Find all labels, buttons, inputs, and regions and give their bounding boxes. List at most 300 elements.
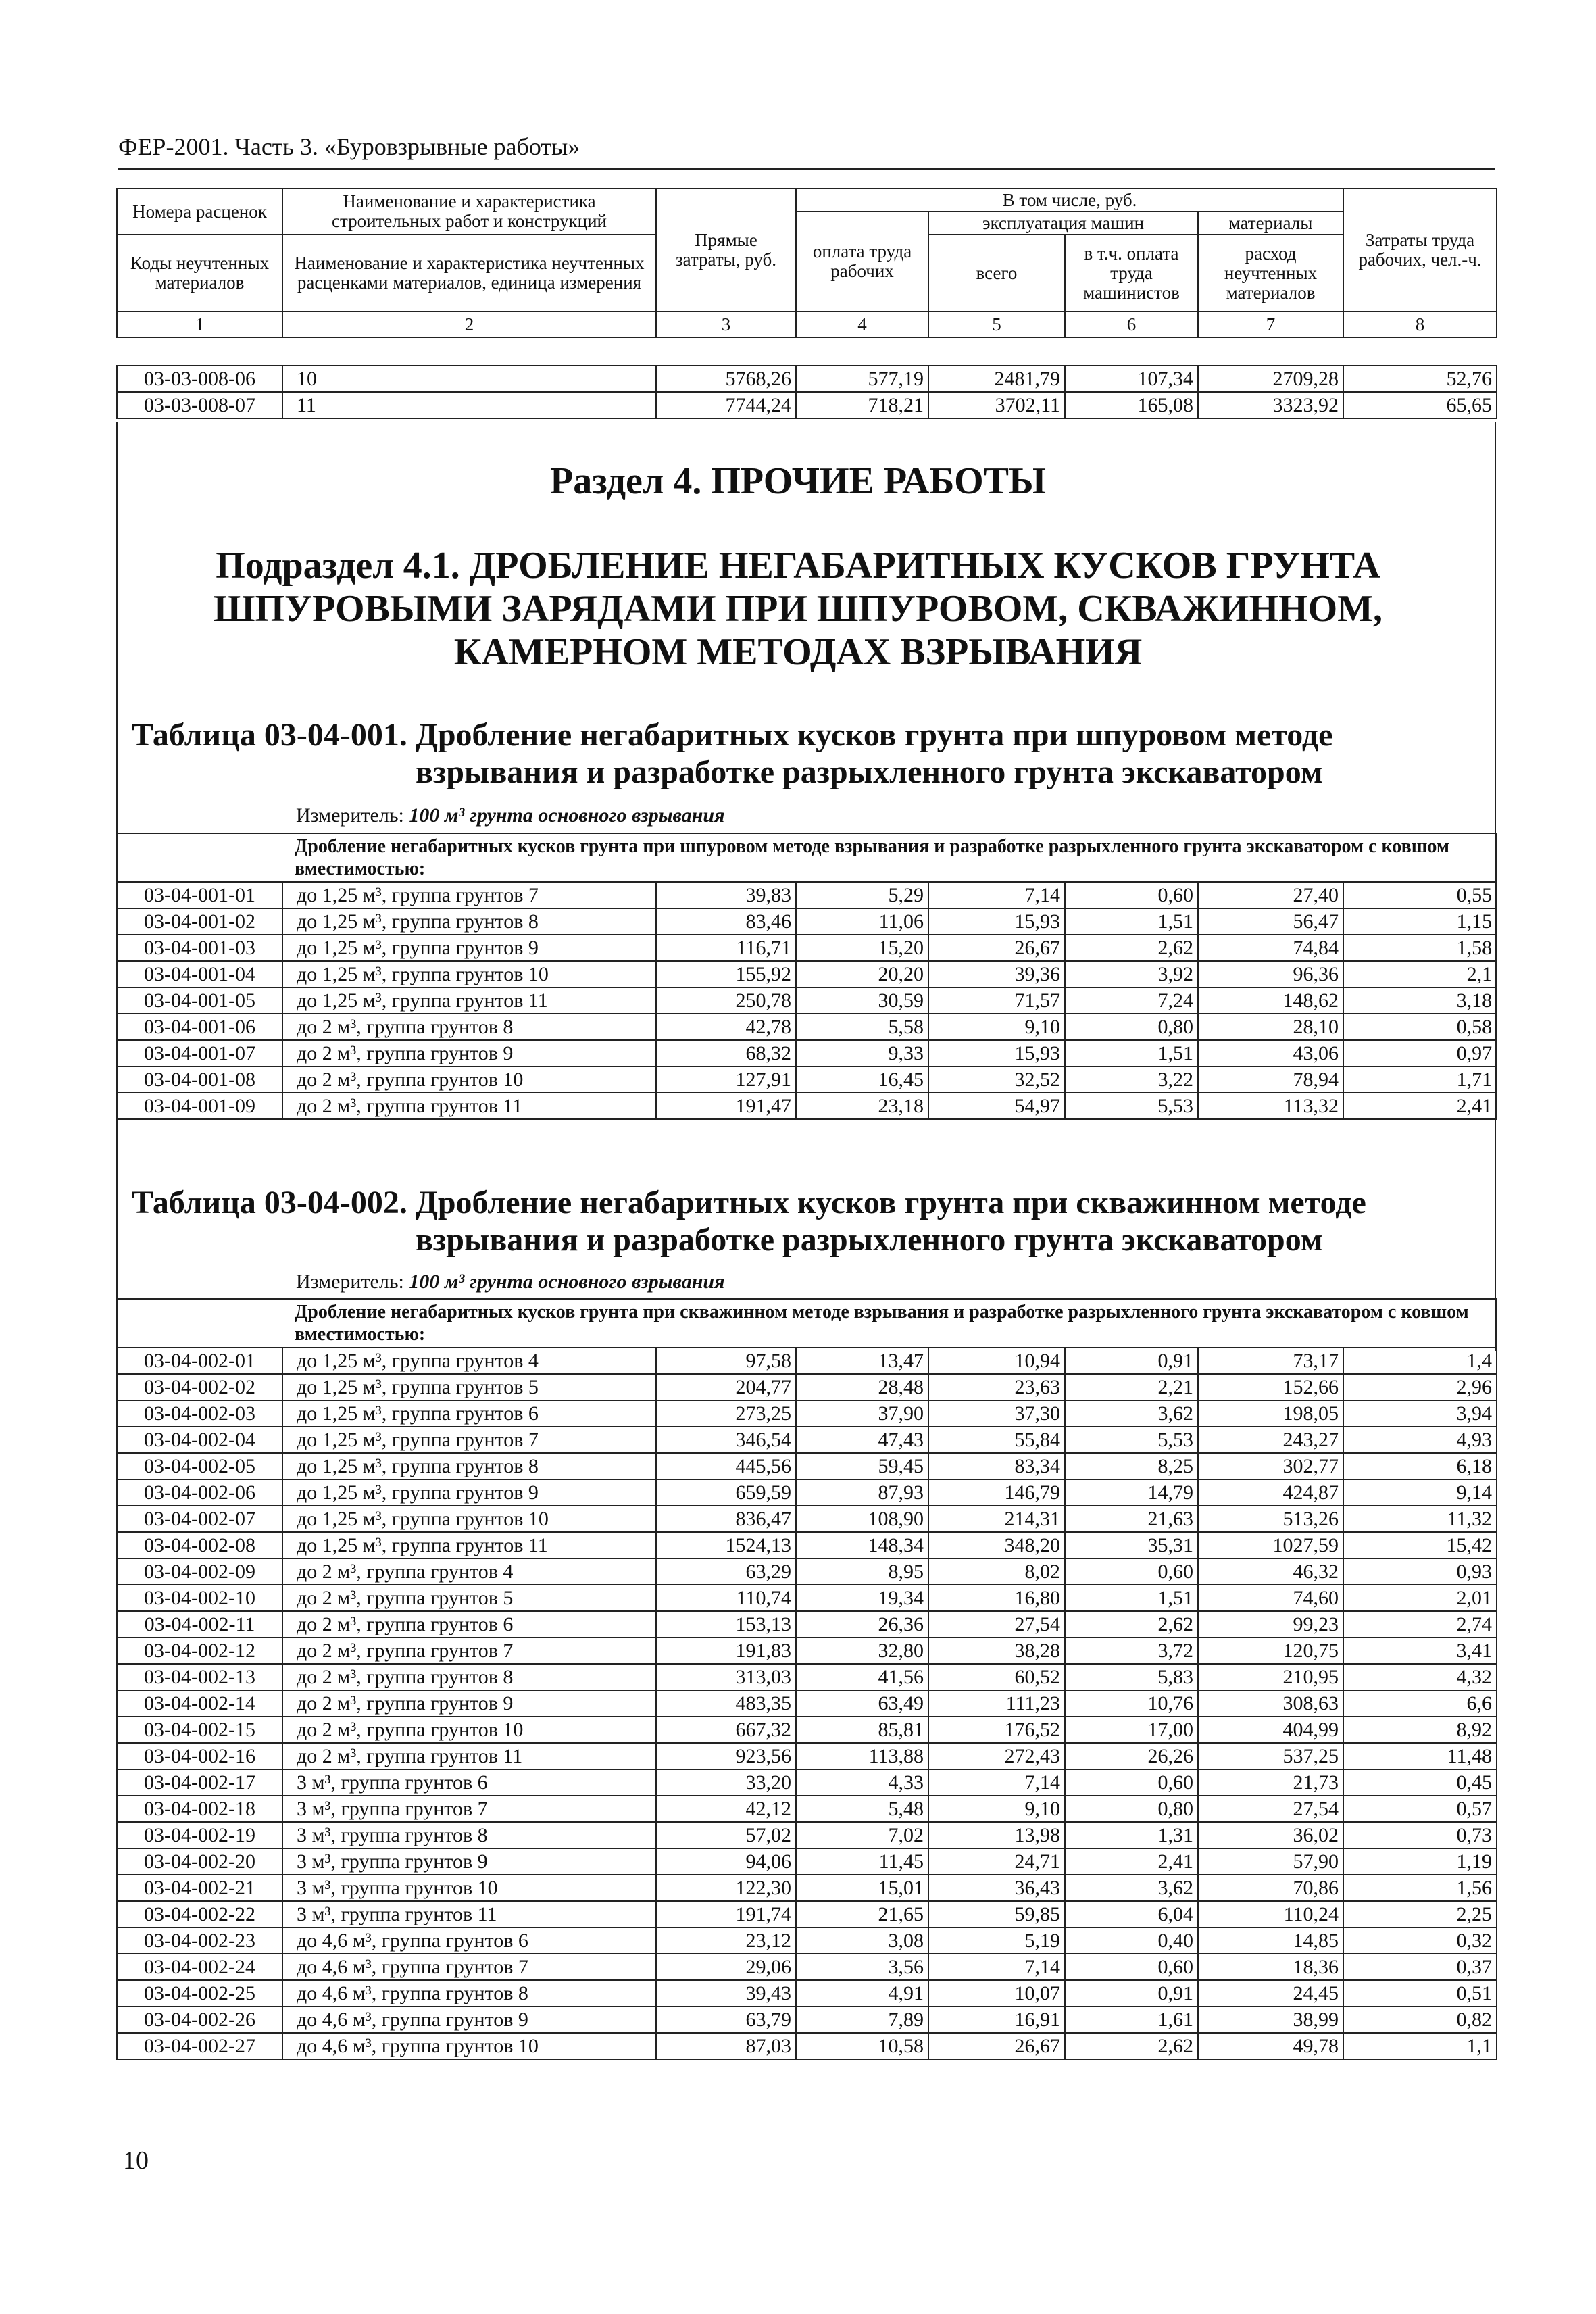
cost-value: 33,20 bbox=[656, 1769, 796, 1796]
cost-value: 26,26 bbox=[1065, 1743, 1198, 1769]
column-number: 5 bbox=[928, 312, 1065, 337]
rate-code: 03-04-001-02 bbox=[117, 908, 282, 935]
top-rows-table bbox=[116, 365, 1497, 419]
table-row bbox=[117, 908, 1497, 935]
rate-code: 03-03-008-07 bbox=[117, 392, 282, 418]
cost-value: 250,78 bbox=[656, 987, 796, 1014]
cost-value: 153,13 bbox=[656, 1611, 796, 1638]
table-row bbox=[117, 1040, 1497, 1066]
table-row bbox=[117, 1374, 1497, 1400]
cost-value: 1524,13 bbox=[656, 1532, 796, 1558]
cost-value: 52,76 bbox=[1343, 366, 1497, 392]
work-name: до 1,25 м³, группа грунтов 8 bbox=[282, 1453, 656, 1479]
cost-value: 148,62 bbox=[1198, 987, 1343, 1014]
table-row bbox=[117, 1664, 1497, 1690]
cost-value: 26,67 bbox=[928, 935, 1065, 961]
table2-unit bbox=[296, 1271, 725, 1294]
rate-code: 03-04-002-19 bbox=[117, 1822, 282, 1848]
page-header: ФЕР-2001. Часть 3. «Буровзрывные работы» bbox=[118, 133, 580, 160]
cost-value: 56,47 bbox=[1198, 908, 1343, 935]
cost-value: 10,07 bbox=[928, 1980, 1065, 2007]
cost-value: 923,56 bbox=[656, 1743, 796, 1769]
work-name: 3 м³, группа грунтов 10 bbox=[282, 1875, 656, 1901]
cost-value: 36,02 bbox=[1198, 1822, 1343, 1848]
cost-value: 0,55 bbox=[1343, 882, 1497, 908]
cost-value: 7,14 bbox=[928, 1769, 1065, 1796]
rate-code: 03-04-002-27 bbox=[117, 2033, 282, 2059]
cost-value: 243,27 bbox=[1198, 1427, 1343, 1453]
cost-value: 60,52 bbox=[928, 1664, 1065, 1690]
table-row bbox=[117, 1400, 1497, 1427]
rate-code: 03-04-002-18 bbox=[117, 1796, 282, 1822]
cost-value: 4,32 bbox=[1343, 1664, 1497, 1690]
cost-value: 87,03 bbox=[656, 2033, 796, 2059]
cost-value: 23,12 bbox=[656, 1927, 796, 1954]
cost-value: 1,71 bbox=[1343, 1066, 1497, 1093]
rate-code: 03-04-002-22 bbox=[117, 1901, 282, 1927]
rate-code: 03-04-002-23 bbox=[117, 1927, 282, 1954]
cost-value: 7,14 bbox=[928, 1954, 1065, 1980]
rate-code: 03-04-002-26 bbox=[117, 2007, 282, 2033]
cost-value: 204,77 bbox=[656, 1374, 796, 1400]
cost-value: 659,59 bbox=[656, 1479, 796, 1506]
table-row bbox=[117, 1769, 1497, 1796]
cost-value: 191,47 bbox=[656, 1093, 796, 1119]
cost-value: 0,97 bbox=[1343, 1040, 1497, 1066]
cost-value: 49,78 bbox=[1198, 2033, 1343, 2059]
cost-value: 17,00 bbox=[1065, 1717, 1198, 1743]
cost-value: 5,48 bbox=[796, 1796, 928, 1822]
table-row bbox=[117, 1901, 1497, 1927]
cost-value: 14,79 bbox=[1065, 1479, 1198, 1506]
work-name: до 1,25 м³, группа грунтов 6 bbox=[282, 1400, 656, 1427]
rate-code: 03-04-001-08 bbox=[117, 1066, 282, 1093]
cost-value: 308,63 bbox=[1198, 1690, 1343, 1717]
cost-value: 42,78 bbox=[656, 1014, 796, 1040]
cost-value: 9,10 bbox=[928, 1014, 1065, 1040]
cost-value: 346,54 bbox=[656, 1427, 796, 1453]
cost-value: 513,26 bbox=[1198, 1506, 1343, 1532]
cost-value: 1,61 bbox=[1065, 2007, 1198, 2033]
rate-code: 03-04-001-04 bbox=[117, 961, 282, 987]
table-row bbox=[117, 1093, 1497, 1119]
work-name: до 4,6 м³, группа грунтов 10 bbox=[282, 2033, 656, 2059]
work-name: до 4,6 м³, группа грунтов 7 bbox=[282, 1954, 656, 1980]
col-direct-header: Прямые затраты, руб. bbox=[656, 189, 796, 312]
rate-code: 03-04-002-06 bbox=[117, 1479, 282, 1506]
work-name: до 1,25 м³, группа грунтов 9 bbox=[282, 935, 656, 961]
work-name: до 2 м³, группа грунтов 9 bbox=[282, 1040, 656, 1066]
cost-value: 96,36 bbox=[1198, 961, 1343, 987]
cost-value: 3,94 bbox=[1343, 1400, 1497, 1427]
cost-value: 210,95 bbox=[1198, 1664, 1343, 1690]
work-name: до 1,25 м³, группа грунтов 7 bbox=[282, 1427, 656, 1453]
cost-value: 63,79 bbox=[656, 2007, 796, 2033]
column-number: 4 bbox=[796, 312, 928, 337]
cost-value: 11,45 bbox=[796, 1848, 928, 1875]
rate-code: 03-04-002-14 bbox=[117, 1690, 282, 1717]
work-name: 3 м³, группа грунтов 6 bbox=[282, 1769, 656, 1796]
cost-value: 1,51 bbox=[1065, 1585, 1198, 1611]
rate-code: 03-04-002-10 bbox=[117, 1585, 282, 1611]
table-header bbox=[116, 188, 1497, 338]
work-name: до 2 м³, группа грунтов 10 bbox=[282, 1717, 656, 1743]
cost-value: 37,90 bbox=[796, 1400, 928, 1427]
cost-value: 55,84 bbox=[928, 1427, 1065, 1453]
table-row bbox=[117, 1014, 1497, 1040]
cost-value: 0,57 bbox=[1343, 1796, 1497, 1822]
table1-title-line1: Таблица 03-04-001. Дробление негабаритных кусков грунта при шпуровом методе bbox=[132, 717, 1333, 753]
cost-value: 11,48 bbox=[1343, 1743, 1497, 1769]
cost-value: 2,41 bbox=[1343, 1093, 1497, 1119]
rate-code: 03-04-001-03 bbox=[117, 935, 282, 961]
col-labor-header: Затраты труда рабочих, чел.-ч. bbox=[1343, 189, 1497, 312]
table-row bbox=[117, 1822, 1497, 1848]
cost-value: 116,71 bbox=[656, 935, 796, 961]
page-number: 10 bbox=[123, 2146, 149, 2175]
rate-code: 03-04-002-09 bbox=[117, 1558, 282, 1585]
column-number: 7 bbox=[1198, 312, 1343, 337]
cost-value: 15,42 bbox=[1343, 1532, 1497, 1558]
cost-value: 155,92 bbox=[656, 961, 796, 987]
table1-subheader: Дробление негабаритных кусков грунта при шпуровом методе взрывания и разработке разрыхленного грунта экскаватором с ковшом вместимостью: bbox=[117, 833, 1497, 882]
rate-code: 03-04-002-13 bbox=[117, 1664, 282, 1690]
cost-value: 15,93 bbox=[928, 1040, 1065, 1066]
col-laborpay-header: оплата труда рабочих bbox=[796, 212, 928, 312]
cost-value: 59,45 bbox=[796, 1453, 928, 1479]
cost-value: 27,54 bbox=[1198, 1796, 1343, 1822]
cost-value: 57,90 bbox=[1198, 1848, 1343, 1875]
cost-value: 3323,92 bbox=[1198, 392, 1343, 418]
cost-value: 111,23 bbox=[928, 1690, 1065, 1717]
cost-value: 7,02 bbox=[796, 1822, 928, 1848]
rate-code: 03-04-001-06 bbox=[117, 1014, 282, 1040]
cost-value: 39,36 bbox=[928, 961, 1065, 987]
cost-value: 1,1 bbox=[1343, 2033, 1497, 2059]
cost-value: 2,74 bbox=[1343, 1611, 1497, 1638]
cost-value: 87,93 bbox=[796, 1479, 928, 1506]
work-name: до 1,25 м³, группа грунтов 11 bbox=[282, 1532, 656, 1558]
cost-value: 176,52 bbox=[928, 1717, 1065, 1743]
work-name: до 1,25 м³, группа грунтов 7 bbox=[282, 882, 656, 908]
cost-value: 0,93 bbox=[1343, 1558, 1497, 1585]
col-drivers-header: в т.ч. оплата труда машинистов bbox=[1065, 235, 1198, 312]
cost-value: 0,32 bbox=[1343, 1927, 1497, 1954]
work-name: 11 bbox=[282, 392, 656, 418]
cost-value: 13,47 bbox=[796, 1348, 928, 1374]
cost-value: 11,32 bbox=[1343, 1506, 1497, 1532]
rate-code: 03-04-002-16 bbox=[117, 1743, 282, 1769]
work-name: до 1,25 м³, группа грунтов 4 bbox=[282, 1348, 656, 1374]
cost-value: 302,77 bbox=[1198, 1453, 1343, 1479]
cost-value: 10,58 bbox=[796, 2033, 928, 2059]
cost-value: 13,98 bbox=[928, 1822, 1065, 1848]
cost-value: 2709,28 bbox=[1198, 366, 1343, 392]
work-name: 3 м³, группа грунтов 11 bbox=[282, 1901, 656, 1927]
cost-value: 10,76 bbox=[1065, 1690, 1198, 1717]
cost-value: 19,34 bbox=[796, 1585, 928, 1611]
header-rule bbox=[118, 168, 1495, 170]
cost-value: 27,40 bbox=[1198, 882, 1343, 908]
cost-value: 32,52 bbox=[928, 1066, 1065, 1093]
work-name: до 1,25 м³, группа грунтов 11 bbox=[282, 987, 656, 1014]
cost-value: 127,91 bbox=[656, 1066, 796, 1093]
cost-value: 97,58 bbox=[656, 1348, 796, 1374]
cost-value: 3,62 bbox=[1065, 1875, 1198, 1901]
rate-code: 03-04-001-05 bbox=[117, 987, 282, 1014]
cost-value: 0,60 bbox=[1065, 1954, 1198, 1980]
rate-code: 03-04-002-08 bbox=[117, 1532, 282, 1558]
cost-value: 8,02 bbox=[928, 1558, 1065, 1585]
table-row bbox=[117, 1954, 1497, 1980]
cost-value: 1,4 bbox=[1343, 1348, 1497, 1374]
cost-value: 5,83 bbox=[1065, 1664, 1198, 1690]
subsection-title-line: ШПУРОВЫМИ ЗАРЯДАМИ ПРИ ШПУРОВОМ, СКВАЖИННОМ, bbox=[213, 588, 1383, 630]
col-name-header: Наименование и характеристика строительных работ и конструкций bbox=[282, 189, 656, 235]
cost-value: 0,37 bbox=[1343, 1954, 1497, 1980]
cost-value: 9,14 bbox=[1343, 1479, 1497, 1506]
cost-value: 7,89 bbox=[796, 2007, 928, 2033]
cost-value: 71,57 bbox=[928, 987, 1065, 1014]
cost-value: 313,03 bbox=[656, 1664, 796, 1690]
col-machines-header: эксплуатация машин bbox=[928, 212, 1198, 235]
table-row bbox=[117, 1927, 1497, 1954]
subsection-title-line: КАМЕРНОМ МЕТОДАХ ВЗРЫВАНИЯ bbox=[453, 631, 1143, 673]
cost-value: 83,46 bbox=[656, 908, 796, 935]
table2-title-line1: Таблица 03-04-002. Дробление негабаритных кусков грунта при скважинном методе bbox=[132, 1185, 1366, 1221]
cost-value: 2,25 bbox=[1343, 1901, 1497, 1927]
cost-value: 165,08 bbox=[1065, 392, 1198, 418]
cost-value: 7744,24 bbox=[656, 392, 796, 418]
cost-value: 0,80 bbox=[1065, 1014, 1198, 1040]
cost-value: 1,51 bbox=[1065, 908, 1198, 935]
cost-value: 78,94 bbox=[1198, 1066, 1343, 1093]
cost-value: 0,40 bbox=[1065, 1927, 1198, 1954]
work-name: до 2 м³, группа грунтов 4 bbox=[282, 1558, 656, 1585]
table2-subheader: Дробление негабаритных кусков грунта при скважинном методе взрывания и разработке разрыхленного грунта экскаватором с ковшом вместимостью: bbox=[117, 1299, 1497, 1348]
column-numbers-row bbox=[117, 312, 1497, 337]
cost-value: 39,43 bbox=[656, 1980, 796, 2007]
cost-value: 2,62 bbox=[1065, 1611, 1198, 1638]
cost-value: 0,60 bbox=[1065, 1769, 1198, 1796]
cost-value: 6,6 bbox=[1343, 1690, 1497, 1717]
table-row bbox=[117, 1638, 1497, 1664]
rate-code: 03-04-001-01 bbox=[117, 882, 282, 908]
cost-value: 29,06 bbox=[656, 1954, 796, 1980]
work-name: до 2 м³, группа грунтов 11 bbox=[282, 1093, 656, 1119]
cost-value: 1,31 bbox=[1065, 1822, 1198, 1848]
cost-value: 38,28 bbox=[928, 1638, 1065, 1664]
cost-value: 0,60 bbox=[1065, 1558, 1198, 1585]
cost-value: 3,18 bbox=[1343, 987, 1497, 1014]
rate-code: 03-04-002-03 bbox=[117, 1400, 282, 1427]
cost-value: 3,08 bbox=[796, 1927, 928, 1954]
cost-value: 4,91 bbox=[796, 1980, 928, 2007]
work-name: до 2 м³, группа грунтов 9 bbox=[282, 1690, 656, 1717]
col-materials-header: материалы bbox=[1198, 212, 1343, 235]
cost-value: 21,65 bbox=[796, 1901, 928, 1927]
cost-value: 3,72 bbox=[1065, 1638, 1198, 1664]
cost-value: 21,73 bbox=[1198, 1769, 1343, 1796]
table-row bbox=[117, 1611, 1497, 1638]
work-name: до 2 м³, группа грунтов 7 bbox=[282, 1638, 656, 1664]
cost-value: 2,62 bbox=[1065, 935, 1198, 961]
rate-code: 03-04-001-09 bbox=[117, 1093, 282, 1119]
cost-value: 191,83 bbox=[656, 1638, 796, 1664]
cost-value: 54,97 bbox=[928, 1093, 1065, 1119]
table1-unit bbox=[296, 804, 725, 827]
work-name: до 2 м³, группа грунтов 5 bbox=[282, 1585, 656, 1611]
rate-code: 03-04-002-11 bbox=[117, 1611, 282, 1638]
cost-value: 2481,79 bbox=[928, 366, 1065, 392]
cost-value: 16,80 bbox=[928, 1585, 1065, 1611]
table1-title-line2: взрывания и разработке разрыхленного грунта экскаватором bbox=[416, 754, 1323, 790]
cost-value: 23,18 bbox=[796, 1093, 928, 1119]
rate-code: 03-04-002-17 bbox=[117, 1769, 282, 1796]
cost-value: 3,92 bbox=[1065, 961, 1198, 987]
cost-value: 0,82 bbox=[1343, 2007, 1497, 2033]
cost-value: 37,30 bbox=[928, 1400, 1065, 1427]
cost-value: 38,99 bbox=[1198, 2007, 1343, 2033]
cost-value: 108,90 bbox=[796, 1506, 928, 1532]
cost-value: 191,74 bbox=[656, 1901, 796, 1927]
cost-value: 2,01 bbox=[1343, 1585, 1497, 1611]
cost-value: 10,94 bbox=[928, 1348, 1065, 1374]
cost-value: 537,25 bbox=[1198, 1743, 1343, 1769]
cost-value: 23,63 bbox=[928, 1374, 1065, 1400]
cost-value: 83,34 bbox=[928, 1453, 1065, 1479]
cost-value: 4,93 bbox=[1343, 1427, 1497, 1453]
col-name-sub-header: Наименование и характеристика неучтенных расценками материалов, единица измерения bbox=[282, 235, 656, 312]
cost-value: 68,32 bbox=[656, 1040, 796, 1066]
work-name: до 1,25 м³, группа грунтов 9 bbox=[282, 1479, 656, 1506]
table-row bbox=[117, 882, 1497, 908]
cost-value: 2,1 bbox=[1343, 961, 1497, 987]
cost-value: 113,88 bbox=[796, 1743, 928, 1769]
table-row bbox=[117, 1848, 1497, 1875]
cost-value: 1,51 bbox=[1065, 1040, 1198, 1066]
cost-value: 41,56 bbox=[796, 1664, 928, 1690]
cost-value: 28,10 bbox=[1198, 1014, 1343, 1040]
col-matcons-header: расход неучтенных материалов bbox=[1198, 235, 1343, 312]
table-row bbox=[117, 1453, 1497, 1479]
cost-value: 273,25 bbox=[656, 1400, 796, 1427]
cost-value: 99,23 bbox=[1198, 1611, 1343, 1638]
cost-value: 0,51 bbox=[1343, 1980, 1497, 2007]
work-name: 3 м³, группа грунтов 9 bbox=[282, 1848, 656, 1875]
table-row bbox=[117, 1796, 1497, 1822]
cost-value: 8,95 bbox=[796, 1558, 928, 1585]
cost-value: 1,19 bbox=[1343, 1848, 1497, 1875]
cost-value: 0,91 bbox=[1065, 1348, 1198, 1374]
table2 bbox=[116, 1298, 1497, 2060]
cost-value: 6,18 bbox=[1343, 1453, 1497, 1479]
column-number: 6 bbox=[1065, 312, 1198, 337]
cost-value: 46,32 bbox=[1198, 1558, 1343, 1585]
table-row bbox=[117, 935, 1497, 961]
cost-value: 36,43 bbox=[928, 1875, 1065, 1901]
cost-value: 11,06 bbox=[796, 908, 928, 935]
cost-value: 3,41 bbox=[1343, 1638, 1497, 1664]
col-total-header: всего bbox=[928, 235, 1065, 312]
rate-code: 03-04-001-07 bbox=[117, 1040, 282, 1066]
work-name: 10 bbox=[282, 366, 656, 392]
cost-value: 26,36 bbox=[796, 1611, 928, 1638]
rate-code: 03-04-002-20 bbox=[117, 1848, 282, 1875]
cost-value: 1027,59 bbox=[1198, 1532, 1343, 1558]
cost-value: 5,53 bbox=[1065, 1093, 1198, 1119]
cost-value: 483,35 bbox=[656, 1690, 796, 1717]
cost-value: 35,31 bbox=[1065, 1532, 1198, 1558]
cost-value: 718,21 bbox=[796, 392, 928, 418]
column-number: 2 bbox=[282, 312, 656, 337]
table-row bbox=[117, 1348, 1497, 1374]
cost-value: 14,85 bbox=[1198, 1927, 1343, 1954]
unit-label: Измеритель: bbox=[296, 804, 404, 827]
cost-value: 94,06 bbox=[656, 1848, 796, 1875]
cost-value: 7,14 bbox=[928, 882, 1065, 908]
cost-value: 113,32 bbox=[1198, 1093, 1343, 1119]
cost-value: 0,73 bbox=[1343, 1822, 1497, 1848]
cost-value: 7,24 bbox=[1065, 987, 1198, 1014]
cost-value: 445,56 bbox=[656, 1453, 796, 1479]
cost-value: 65,65 bbox=[1343, 392, 1497, 418]
cost-value: 24,71 bbox=[928, 1848, 1065, 1875]
cost-value: 1,56 bbox=[1343, 1875, 1497, 1901]
cost-value: 0,60 bbox=[1065, 882, 1198, 908]
cost-value: 15,20 bbox=[796, 935, 928, 961]
work-name: до 2 м³, группа грунтов 10 bbox=[282, 1066, 656, 1093]
work-name: до 1,25 м³, группа грунтов 10 bbox=[282, 1506, 656, 1532]
cost-value: 16,91 bbox=[928, 2007, 1065, 2033]
table-row bbox=[117, 1743, 1497, 1769]
cost-value: 0,45 bbox=[1343, 1769, 1497, 1796]
unit-label: Измеритель: bbox=[296, 1271, 404, 1293]
table-row bbox=[117, 1479, 1497, 1506]
cost-value: 15,93 bbox=[928, 908, 1065, 935]
rate-code: 03-04-002-04 bbox=[117, 1427, 282, 1453]
table-row bbox=[117, 1690, 1497, 1717]
cost-value: 16,45 bbox=[796, 1066, 928, 1093]
rate-code: 03-04-002-25 bbox=[117, 1980, 282, 2007]
rate-code: 03-03-008-06 bbox=[117, 366, 282, 392]
cost-value: 272,43 bbox=[928, 1743, 1065, 1769]
cost-value: 3,56 bbox=[796, 1954, 928, 1980]
cost-value: 148,34 bbox=[796, 1532, 928, 1558]
cost-value: 2,96 bbox=[1343, 1374, 1497, 1400]
cost-value: 8,25 bbox=[1065, 1453, 1198, 1479]
cost-value: 24,45 bbox=[1198, 1980, 1343, 2007]
column-number: 3 bbox=[656, 312, 796, 337]
col-code-header: Номера расценок bbox=[117, 189, 282, 235]
cost-value: 28,48 bbox=[796, 1374, 928, 1400]
cost-value: 667,32 bbox=[656, 1717, 796, 1743]
rate-code: 03-04-002-24 bbox=[117, 1954, 282, 1980]
cost-value: 3,62 bbox=[1065, 1400, 1198, 1427]
cost-value: 18,36 bbox=[1198, 1954, 1343, 1980]
table1 bbox=[116, 833, 1497, 1120]
cost-value: 0,91 bbox=[1065, 1980, 1198, 2007]
cost-value: 2,21 bbox=[1065, 1374, 1198, 1400]
work-name: 3 м³, группа грунтов 7 bbox=[282, 1796, 656, 1822]
cost-value: 5,19 bbox=[928, 1927, 1065, 1954]
work-name: до 2 м³, группа грунтов 11 bbox=[282, 1743, 656, 1769]
cost-value: 214,31 bbox=[928, 1506, 1065, 1532]
rate-code: 03-04-002-21 bbox=[117, 1875, 282, 1901]
work-name: до 4,6 м³, группа грунтов 6 bbox=[282, 1927, 656, 1954]
cost-value: 5,53 bbox=[1065, 1427, 1198, 1453]
cost-value: 110,74 bbox=[656, 1585, 796, 1611]
